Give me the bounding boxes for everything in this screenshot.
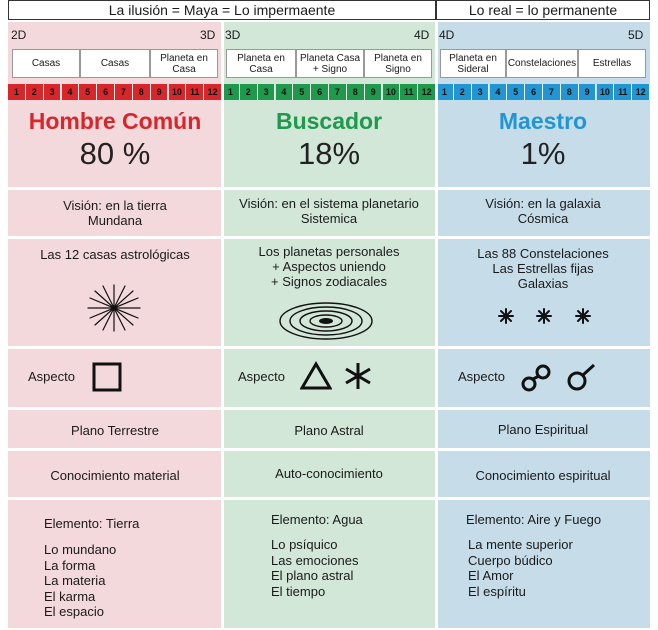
subheader-box: Casas bbox=[80, 49, 150, 78]
percent-value: 80 % bbox=[79, 136, 151, 171]
list-item: El tiempo bbox=[271, 583, 326, 599]
number-cell: 3 bbox=[258, 84, 276, 100]
subheader-box: Constelaciones bbox=[506, 49, 578, 78]
number-cell: 6 bbox=[97, 84, 115, 100]
number-cell: 1 bbox=[8, 84, 26, 100]
number-cell: 10 bbox=[169, 84, 187, 100]
dimension-label: 4D bbox=[439, 28, 455, 42]
number-cell: 6 bbox=[311, 84, 329, 100]
number-cell: 4 bbox=[276, 84, 294, 100]
number-cell: 12 bbox=[632, 84, 650, 100]
subheader-box: Planeta en Casa bbox=[150, 49, 218, 78]
subheader-box: Planeta Casa + Signo bbox=[296, 49, 364, 78]
number-cell: 8 bbox=[133, 84, 151, 100]
number-cell: 12 bbox=[204, 84, 222, 100]
list-item: El karma bbox=[44, 588, 96, 604]
element-text: Elemento: Agua bbox=[271, 512, 363, 527]
element-text: Elemento: Aire y Fuego bbox=[466, 512, 602, 527]
subheader-box: Casas bbox=[12, 49, 80, 78]
number-cell: 5 bbox=[79, 84, 97, 100]
scope-text: Las 12 casas astrológicas bbox=[40, 247, 190, 262]
scope-text: Los planetas personales + Aspectos uniendo + Signos zodiacales bbox=[258, 244, 400, 289]
number-cell: 2 bbox=[454, 84, 472, 100]
percent-value: 18% bbox=[297, 136, 361, 171]
column-title: Hombre Común bbox=[28, 108, 202, 134]
concentric-ellipses-icon bbox=[277, 300, 375, 342]
list-item: Las emociones bbox=[271, 552, 359, 568]
percent-value: 1% bbox=[520, 136, 566, 171]
row-divider bbox=[8, 187, 650, 190]
vision-text: Visión: en el sistema planetario Sistemica bbox=[239, 196, 419, 226]
column-divider bbox=[221, 22, 224, 628]
node-aspect-icon bbox=[520, 361, 554, 393]
number-cell: 3 bbox=[472, 84, 490, 100]
number-cell: 7 bbox=[329, 84, 347, 100]
plane-text: Plano Astral bbox=[294, 423, 364, 438]
list-item: El plano astral bbox=[271, 568, 354, 583]
vision-text: Visión: en la tierra Mundana bbox=[63, 198, 167, 228]
list-item: La forma bbox=[44, 557, 96, 573]
row-divider bbox=[8, 497, 650, 500]
number-cell: 10 bbox=[597, 84, 615, 100]
aspect-label: Aspecto bbox=[28, 369, 75, 384]
row-divider bbox=[8, 448, 650, 451]
vision-text: Visión: en la galaxia Cósmica bbox=[485, 196, 601, 226]
element-text: Elemento: Tierra bbox=[44, 516, 140, 531]
number-cell: 3 bbox=[44, 84, 62, 100]
number-cell: 2 bbox=[240, 84, 258, 100]
dimension-label: 3D bbox=[200, 28, 216, 42]
number-cell: 9 bbox=[579, 84, 597, 100]
element-list bbox=[271, 537, 358, 599]
number-cell: 6 bbox=[525, 84, 543, 100]
subheader-box: Planeta en Casa bbox=[226, 49, 296, 78]
square-aspect-icon bbox=[92, 362, 122, 392]
illusion-header: La ilusión = Maya = Lo impermaente bbox=[8, 0, 436, 20]
list-item: El espíritu bbox=[468, 583, 526, 599]
plane-text: Plano Espiritual bbox=[497, 422, 589, 437]
list-item: Lo psíquico bbox=[271, 537, 338, 552]
element-list bbox=[44, 542, 116, 620]
real-header: Lo real = lo permanente bbox=[436, 0, 650, 20]
list-item: La materia bbox=[44, 573, 106, 588]
number-cell: 8 bbox=[347, 84, 365, 100]
number-cell: 7 bbox=[543, 84, 561, 100]
knowledge-text: Auto-conocimiento bbox=[275, 466, 383, 481]
three-stars-icon bbox=[494, 306, 594, 326]
number-cell: 11 bbox=[186, 84, 204, 100]
aspect-label: Aspecto bbox=[238, 369, 285, 384]
element-list bbox=[468, 537, 573, 599]
number-cell: 4 bbox=[62, 84, 80, 100]
number-cell: 9 bbox=[365, 84, 383, 100]
number-cell: 1 bbox=[436, 84, 454, 100]
column-title: Maestro bbox=[498, 108, 588, 134]
row-divider bbox=[8, 407, 650, 410]
opposition-aspect-icon bbox=[566, 361, 598, 393]
list-item: El espacio bbox=[44, 604, 104, 619]
number-cell: 8 bbox=[561, 84, 579, 100]
list-item: Cuerpo búdico bbox=[468, 552, 553, 568]
subheader-box: Planeta en Signo bbox=[364, 49, 432, 78]
scope-text: Las 88 Constelaciones Las Estrellas fijas Galaxias bbox=[477, 246, 609, 291]
column-title: Buscador bbox=[275, 108, 383, 134]
knowledge-text: Conocimiento material bbox=[50, 468, 180, 483]
dimension-label: 4D bbox=[414, 28, 430, 42]
number-cell: 11 bbox=[400, 84, 418, 100]
number-cell: 9 bbox=[151, 84, 169, 100]
subheader-box: Estrellas bbox=[578, 49, 646, 78]
list-item: El Amor bbox=[468, 568, 514, 583]
list-item: Lo mundano bbox=[44, 542, 117, 557]
number-cell: 5 bbox=[293, 84, 311, 100]
number-cell: 5 bbox=[507, 84, 525, 100]
knowledge-text: Conocimiento espiritual bbox=[475, 468, 611, 483]
number-cell: 11 bbox=[614, 84, 632, 100]
number-cell: 10 bbox=[383, 84, 401, 100]
row-divider bbox=[8, 346, 650, 349]
dimension-label: 3D bbox=[225, 28, 241, 42]
subheader-box: Planeta en Sideral bbox=[440, 49, 506, 78]
number-cell: 1 bbox=[222, 84, 240, 100]
dimension-label: 2D bbox=[11, 28, 27, 42]
number-cell: 12 bbox=[418, 84, 436, 100]
trine-aspect-icon bbox=[300, 361, 332, 391]
row-divider bbox=[8, 236, 650, 239]
dimension-label: 5D bbox=[628, 28, 644, 42]
number-cell: 7 bbox=[115, 84, 133, 100]
column-divider bbox=[435, 22, 438, 628]
sextile-aspect-icon bbox=[343, 361, 373, 391]
aspect-label: Aspecto bbox=[458, 369, 505, 384]
number-cell: 2 bbox=[26, 84, 44, 100]
number-cell: 4 bbox=[490, 84, 508, 100]
asterisk-star-icon bbox=[86, 283, 142, 333]
list-item: La mente superior bbox=[468, 537, 573, 552]
plane-text: Plano Terrestre bbox=[71, 423, 159, 438]
